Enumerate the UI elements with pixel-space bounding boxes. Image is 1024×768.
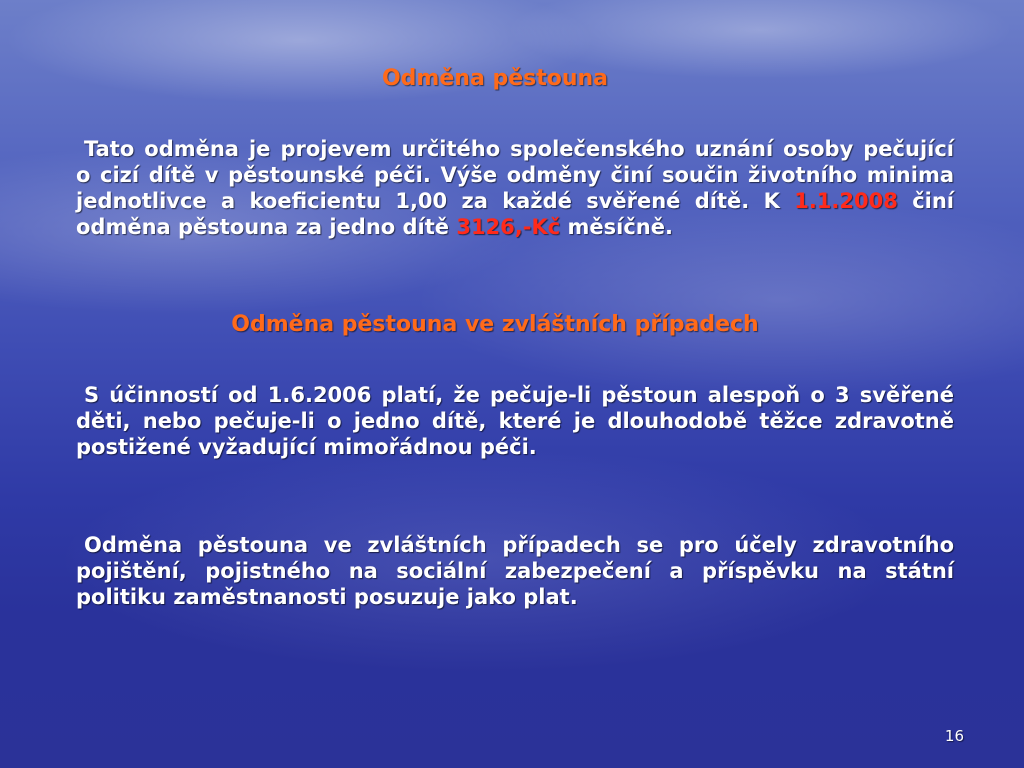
paragraph1-text-end: měsíčně. bbox=[560, 215, 673, 239]
slide-number: 16 bbox=[944, 727, 964, 745]
paragraph1-text-middle: činí odměna pěstouna za jedno dítě bbox=[76, 189, 954, 239]
paragraph-special-cases: S účinností od 1.6.2006 platí, že pečuje-li pěstoun alespoň o 3 svěřené děti, nebo pečuje-li o jedno dítě, které je dlouhodobě těžce zdravotně postižené vyžadující mimořádnou péči. bbox=[76, 383, 954, 459]
highlight-amount: 3126,-Kč bbox=[456, 215, 561, 239]
highlight-date: 1.1.2008 bbox=[794, 189, 898, 213]
paragraph1-text-start: Tato odměna je projevem určitého společenského uznání osoby pečující o cizí dítě v pěstounské péči. Výše odměny činí součin životního minima jednotlivce a koeficientu 1,00 za každé svěřené dítě. K bbox=[76, 137, 954, 213]
paragraph-reward-definition bbox=[76, 136, 954, 240]
slide-title: Odměna pěstouna bbox=[381, 66, 609, 91]
paragraph-insurance-treatment: Odměna pěstouna ve zvláštních případech se pro účely zdravotního pojištění, pojistného na sociální zabezpečení a příspěvku na státní politiku zaměstnanosti posuzuje jako plat. bbox=[76, 533, 954, 609]
section-subtitle: Odměna pěstouna ve zvláštních případech bbox=[231, 312, 759, 337]
